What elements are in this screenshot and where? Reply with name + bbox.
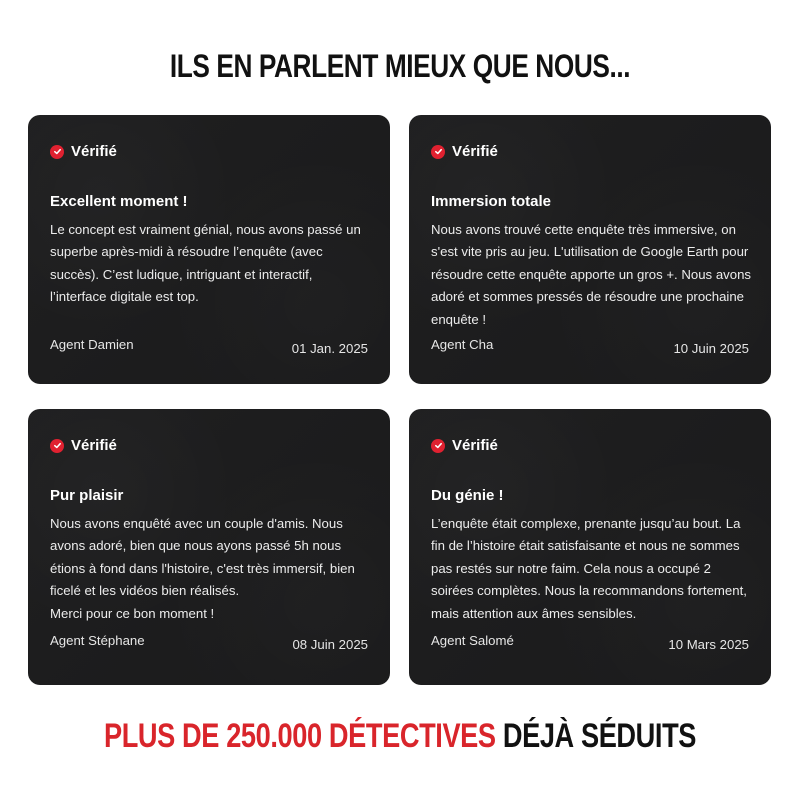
page-title: ILS EN PARLENT MIEUX QUE NOUS...: [169, 48, 631, 84]
check-circle-icon: [50, 439, 64, 453]
review-body: Nous avons enquêté avec un couple d'amis. Nous avons adoré, bien que nous ayons passé 5h nous étions à fond dans l'histoire, c'est très immersif, bien ficelé et les vidéos bien réalisés. Merci pour ce bon moment !: [50, 516, 355, 621]
review-title: Du génie !: [431, 487, 504, 504]
review-title: Excellent moment !: [50, 193, 188, 210]
review-author: Agent Damien: [50, 337, 134, 352]
review-author: Agent Stéphane: [50, 633, 145, 648]
verified-badge: [50, 437, 117, 454]
check-circle-icon: [431, 439, 445, 453]
review-card: [28, 409, 390, 685]
verified-label: Vérifié: [452, 437, 498, 454]
footer-rest: DÉJÀ SÉDUITS: [502, 717, 697, 755]
check-circle-icon: [50, 145, 64, 159]
check-circle-icon: [431, 145, 445, 159]
review-title: Pur plaisir: [50, 487, 124, 504]
verified-label: Vérifié: [71, 437, 117, 454]
review-body: L’enquête était complexe, prenante jusqu’au bout. La fin de l’histoire était satisfaisante et nous ne sommes pas restés sur notre faim. Cela nous a occupé 2 soirées complètes. Nous la recommandons fortement, mais attention aux âmes sensibles.: [431, 516, 747, 621]
review-card: [28, 115, 390, 384]
verified-badge: [50, 143, 117, 160]
review-author: Agent Salomé: [431, 633, 514, 648]
verified-badge: [431, 143, 498, 160]
verified-label: Vérifié: [71, 143, 117, 160]
review-body: Le concept est vraiment génial, nous avons passé un superbe après-midi à résoudre l’enquête (avec succès). C’est ludique, intriguant et interactif, l’interface digitale est top.: [50, 222, 361, 305]
footer-highlight: PLUS DE 250.000 DÉTECTIVES: [103, 717, 496, 755]
review-card: [409, 409, 771, 685]
verified-label: Vérifié: [452, 143, 498, 160]
review-card: [409, 115, 771, 384]
review-body: Nous avons trouvé cette enquête très immersive, on s'est vite pris au jeu. L'utilisation de Google Earth pour résoudre cette enquête apporte un gros +. Nous avons adoré et sommes pressés de résoudre une prochaine enquête !: [431, 222, 752, 327]
review-date: 10 Mars 2025: [668, 637, 749, 652]
verified-badge: [431, 437, 498, 454]
footer-banner: [80, 712, 720, 760]
review-title: Immersion totale: [431, 193, 552, 210]
review-date: 01 Jan. 2025: [291, 341, 368, 356]
review-author: Agent Cha: [431, 337, 494, 352]
review-date: 08 Juin 2025: [292, 637, 368, 652]
review-date: 10 Juin 2025: [673, 341, 749, 356]
